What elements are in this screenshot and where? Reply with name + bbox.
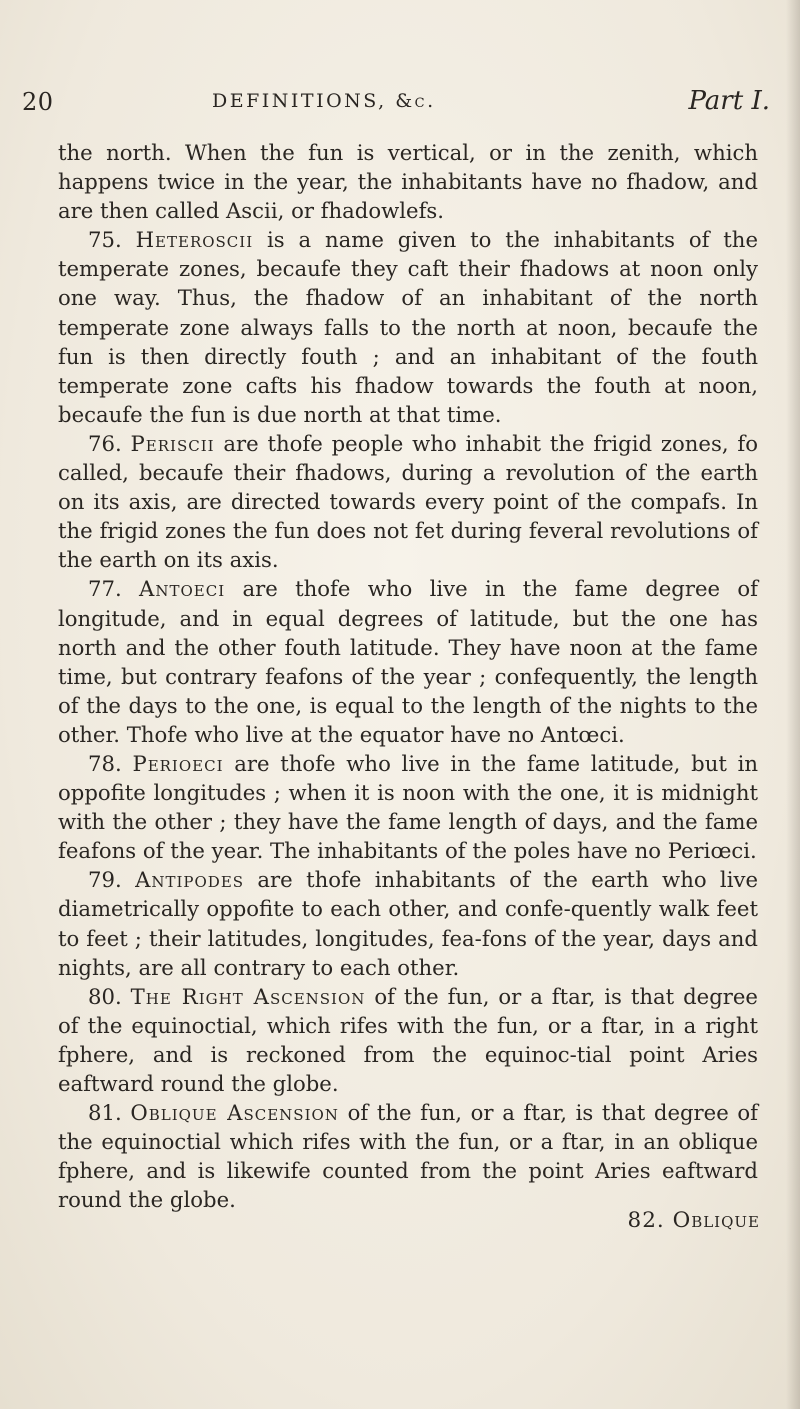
definition-text: are thofe who live in the fame latitude, but in oppofite longitudes ; when it is noon with the one, it is midnight with the other ; they have the fame length of days, and the fame feafons of the year. The inhabitants of the poles have no Periœci. <box>58 750 758 864</box>
definition-number: 76. <box>88 430 122 456</box>
definition-term: The Right Ascension <box>130 983 366 1009</box>
definition-number: 80. <box>88 983 122 1009</box>
paragraph-continuation <box>58 138 758 225</box>
page-header <box>22 88 770 128</box>
definition-77 <box>58 574 758 749</box>
catchword: 82. Oblique <box>627 1208 760 1233</box>
definition-number: 78. <box>88 750 122 776</box>
definition-75 <box>58 225 758 429</box>
definition-number: 75. <box>88 227 122 253</box>
definition-text: are thofe people who inhabit the frigid zones, fo called, becaufe their fhadows, during a revolution of the earth on its axis, are directed towards every point of the compafs. In the frigid zones the fun does not fet during feveral revolutions of the earth on its axis. <box>58 430 758 573</box>
page-gutter-shadow <box>786 0 800 1409</box>
part-label: Part I. <box>688 86 770 116</box>
definition-76 <box>58 429 758 574</box>
body-text <box>58 138 758 1214</box>
definition-term: Heteroscii <box>135 227 254 253</box>
definition-number: 81. <box>88 1100 122 1126</box>
definition-79 <box>58 865 758 981</box>
definition-80 <box>58 982 758 1098</box>
definition-term: Oblique Ascension <box>130 1100 339 1126</box>
definition-text: is a name given to the inhabitants of the temperate zones, becaufe they caft their fhadows at noon only one way. Thus, the fhadow of an inhabitant of the north temperate zone always falls to the north at noon, becaufe the fun is then directly fouth ; and an inhabitant of the fouth temperate zone cafts his fhadow towards the fouth at noon, becaufe the fun is due north at that time. <box>58 227 758 427</box>
definition-text: are thofe inhabitants of the earth who live diametrically oppofite to each other, and confe-quently walk feet to feet ; their latitudes, longitudes, fea-fons of the year, days and nights, are all contrary to each other. <box>58 867 758 980</box>
running-head: DEFINITIONS, &c. <box>212 90 436 112</box>
definition-text: are thofe who live in the fame degree of longitude, and in equal degrees of latitude, but the one has north and the other fouth latitude. They have noon at the fame time, but contrary feafons of the year ; confequently, the length of the days to the one, is equal to the length of the nights to the other. Thofe who live at the equator have no Antœci. <box>58 576 758 747</box>
paragraph-text: the north. When the fun is vertical, or in the zenith, which happens twice in the year, the inhabitants have no fhadow, and are then called Ascii, or fhadowlefs. <box>58 140 758 224</box>
page-number: 20 <box>22 88 54 116</box>
definition-81 <box>58 1098 758 1214</box>
definition-number: 79. <box>88 867 122 893</box>
definition-term: Antoeci <box>139 576 226 602</box>
definition-number: 77. <box>88 576 122 602</box>
definition-term: Perioeci <box>132 750 224 776</box>
definition-78 <box>58 749 758 865</box>
definition-term: Antipodes <box>135 867 245 893</box>
definition-text: of the fun, or a ftar, is that degree of the equinoctial, which rifes with the fun, or a ftar, in a right fphere, and is reckoned from the equinoc-tial point Aries eaftward round the globe. <box>58 983 758 1096</box>
definition-term: Periscii <box>130 430 215 456</box>
definition-text: of the fun, or a ftar, is that degree of the equinoctial which rifes with the fun, or a ftar, in an oblique fphere, and is likewife counted from the point Aries eaftward round the globe. <box>58 1100 758 1213</box>
